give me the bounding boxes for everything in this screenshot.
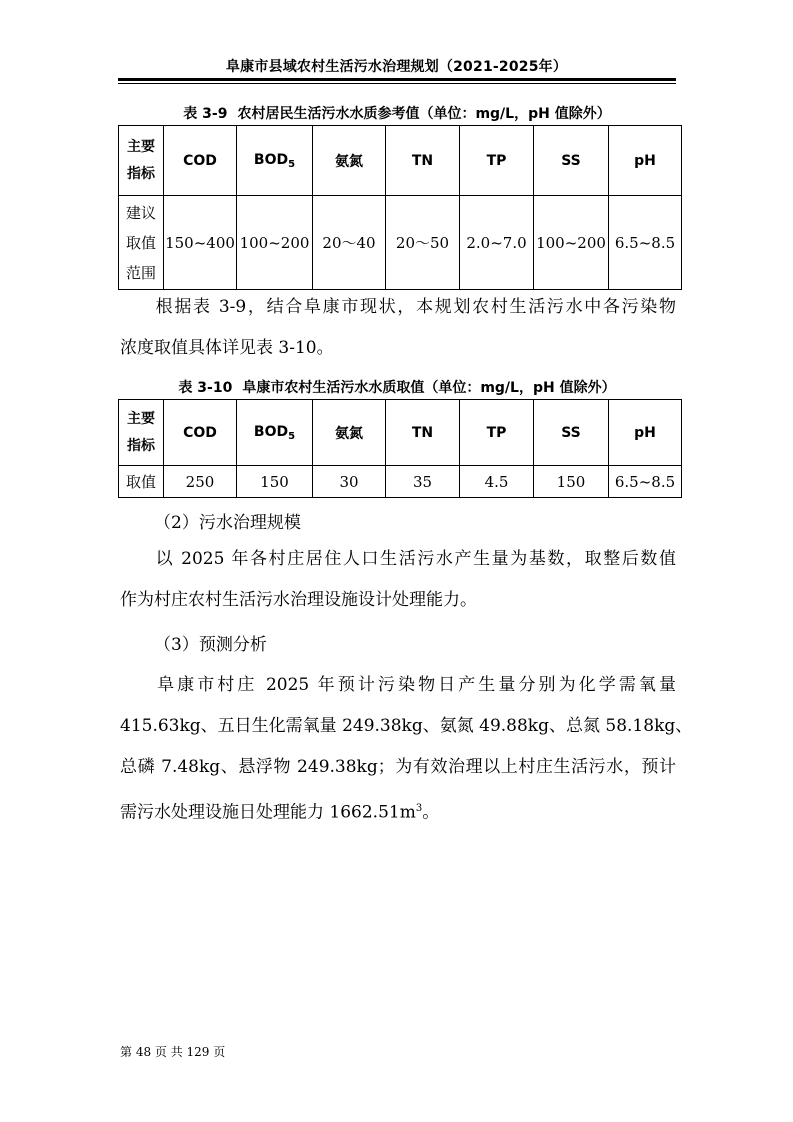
paragraph-line: 总磷 7.48kg、悬浮物 249.38kg；为有效治理以上村庄生活污水，预计 xyxy=(120,757,676,777)
table1-header-row xyxy=(119,126,682,196)
table1-cell-ss: 100~200 xyxy=(534,196,609,290)
page-number-footer: 第 48 页 共 129 页 xyxy=(120,1045,226,1059)
paragraph-line xyxy=(120,287,676,328)
capacity-suffix: 。 xyxy=(422,802,440,823)
paragraph-line-text: 阜康市村庄 2025 年预计污染物日产生量分别为化学需氧量 xyxy=(154,675,676,695)
table1-row-header xyxy=(119,126,164,196)
table2-col-bod-subscript: 5 xyxy=(288,430,296,442)
paragraph-line xyxy=(120,539,676,580)
paragraph-line-text: 以 2025 年各村庄居住人口生活污水产生量为基数，取整后数值 xyxy=(154,549,676,569)
table2-col-tn: TN xyxy=(386,400,460,466)
table1-col-bod xyxy=(237,126,313,196)
table1-row-label xyxy=(119,196,164,290)
table2-header-row xyxy=(119,400,682,466)
table2-cell-tn: 35 xyxy=(386,466,460,498)
table2-col-cod: COD xyxy=(164,400,237,466)
table2-col-ph: pH xyxy=(609,400,682,466)
table2-col-ss: SS xyxy=(534,400,609,466)
document-header-title: 阜康市县域农村生活污水治理规划（2021-2025年） xyxy=(225,59,568,75)
paragraph-line xyxy=(120,788,676,834)
table2-caption-text: 阜康市农村生活污水水质取值（单位：mg/L，pH 值除外） xyxy=(242,380,616,396)
table1-col-ss: SS xyxy=(534,126,609,196)
header-rule-thick xyxy=(118,78,676,81)
paragraph-forecast xyxy=(120,665,693,834)
table1-caption-number: 表 3-9 xyxy=(183,106,228,122)
paragraph-reference-table xyxy=(120,287,676,369)
table1-col-ph: pH xyxy=(609,126,682,196)
table-row xyxy=(119,196,682,290)
header-rule-thin xyxy=(118,83,676,84)
table1-col-bod-subscript: 5 xyxy=(288,158,296,170)
table2-row-header-line: 指标 xyxy=(127,437,155,454)
table2-cell-tp: 4.5 xyxy=(460,466,534,498)
paragraph-line: 作为村庄农村生活污水治理设施设计处理能力。 xyxy=(120,590,477,610)
table-3-9 xyxy=(118,125,682,290)
table2-cell-ss: 150 xyxy=(534,466,609,498)
cubic-superscript: 3 xyxy=(415,803,423,814)
section-heading-treatment-scale: （2）污水治理规模 xyxy=(154,513,301,533)
table2-caption-number: 表 3-10 xyxy=(178,380,233,396)
table2-col-bod xyxy=(237,400,313,466)
table1-cell-bod: 100~200 xyxy=(237,196,313,290)
table-3-10 xyxy=(118,399,682,498)
table2-cell-ammonia: 30 xyxy=(313,466,386,498)
table1-cell-cod: 150~400 xyxy=(164,196,237,290)
table1-row-label-line: 建议 xyxy=(125,203,156,222)
section-heading-forecast: （3）预测分析 xyxy=(154,635,267,655)
table2-cell-bod: 150 xyxy=(237,466,313,498)
table1-caption xyxy=(118,103,676,123)
table2-col-tp: TP xyxy=(460,400,534,466)
table1-col-bod-text: BOD xyxy=(253,151,289,168)
table1-cell-tn: 20～50 xyxy=(386,196,460,290)
table1-cell-tp: 2.0~7.0 xyxy=(460,196,534,290)
table2-cell-cod: 250 xyxy=(164,466,237,498)
table1-row-label-line: 取值 xyxy=(125,233,156,252)
table2-row-header-line: 主要 xyxy=(127,410,155,427)
table1-col-ammonia: 氨氮 xyxy=(313,126,386,196)
table2-row-header xyxy=(119,400,164,466)
table1-caption-text: 农村居民生活污水水质参考值（单位：mg/L，pH 值除外） xyxy=(237,106,611,122)
paragraph-line-text: 根据表 3-9，结合阜康市现状，本规划农村生活污水中各污染物 xyxy=(154,297,676,317)
paragraph-treatment-scale xyxy=(120,539,676,621)
table1-row-header-line: 主要 xyxy=(127,138,155,155)
table1-row-header-line: 指标 xyxy=(127,165,155,182)
table1-col-cod: COD xyxy=(164,126,237,196)
table2-row-label: 取值 xyxy=(119,466,164,498)
capacity-text: 需污水处理设施日处理能力 1662.51m xyxy=(120,802,416,823)
table2-col-ammonia: 氨氮 xyxy=(313,400,386,466)
table2-caption xyxy=(118,377,676,397)
table1-col-tn: TN xyxy=(386,126,460,196)
table1-col-tp: TP xyxy=(460,126,534,196)
table1-row-label-line: 范围 xyxy=(125,263,156,282)
table1-cell-ph: 6.5~8.5 xyxy=(609,196,682,290)
paragraph-line: 浓度取值具体详见表 3-10。 xyxy=(120,338,334,358)
paragraph-line xyxy=(120,665,676,706)
paragraph-line: 415.63kg、五日生化需氧量 249.38kg、氨氮 49.88kg、总氮 58.18kg、 xyxy=(120,716,693,736)
table2-cell-ph: 6.5~8.5 xyxy=(609,466,682,498)
table2-col-bod-text: BOD xyxy=(253,423,289,440)
table-row xyxy=(119,466,682,498)
table1-cell-ammonia: 20～40 xyxy=(313,196,386,290)
